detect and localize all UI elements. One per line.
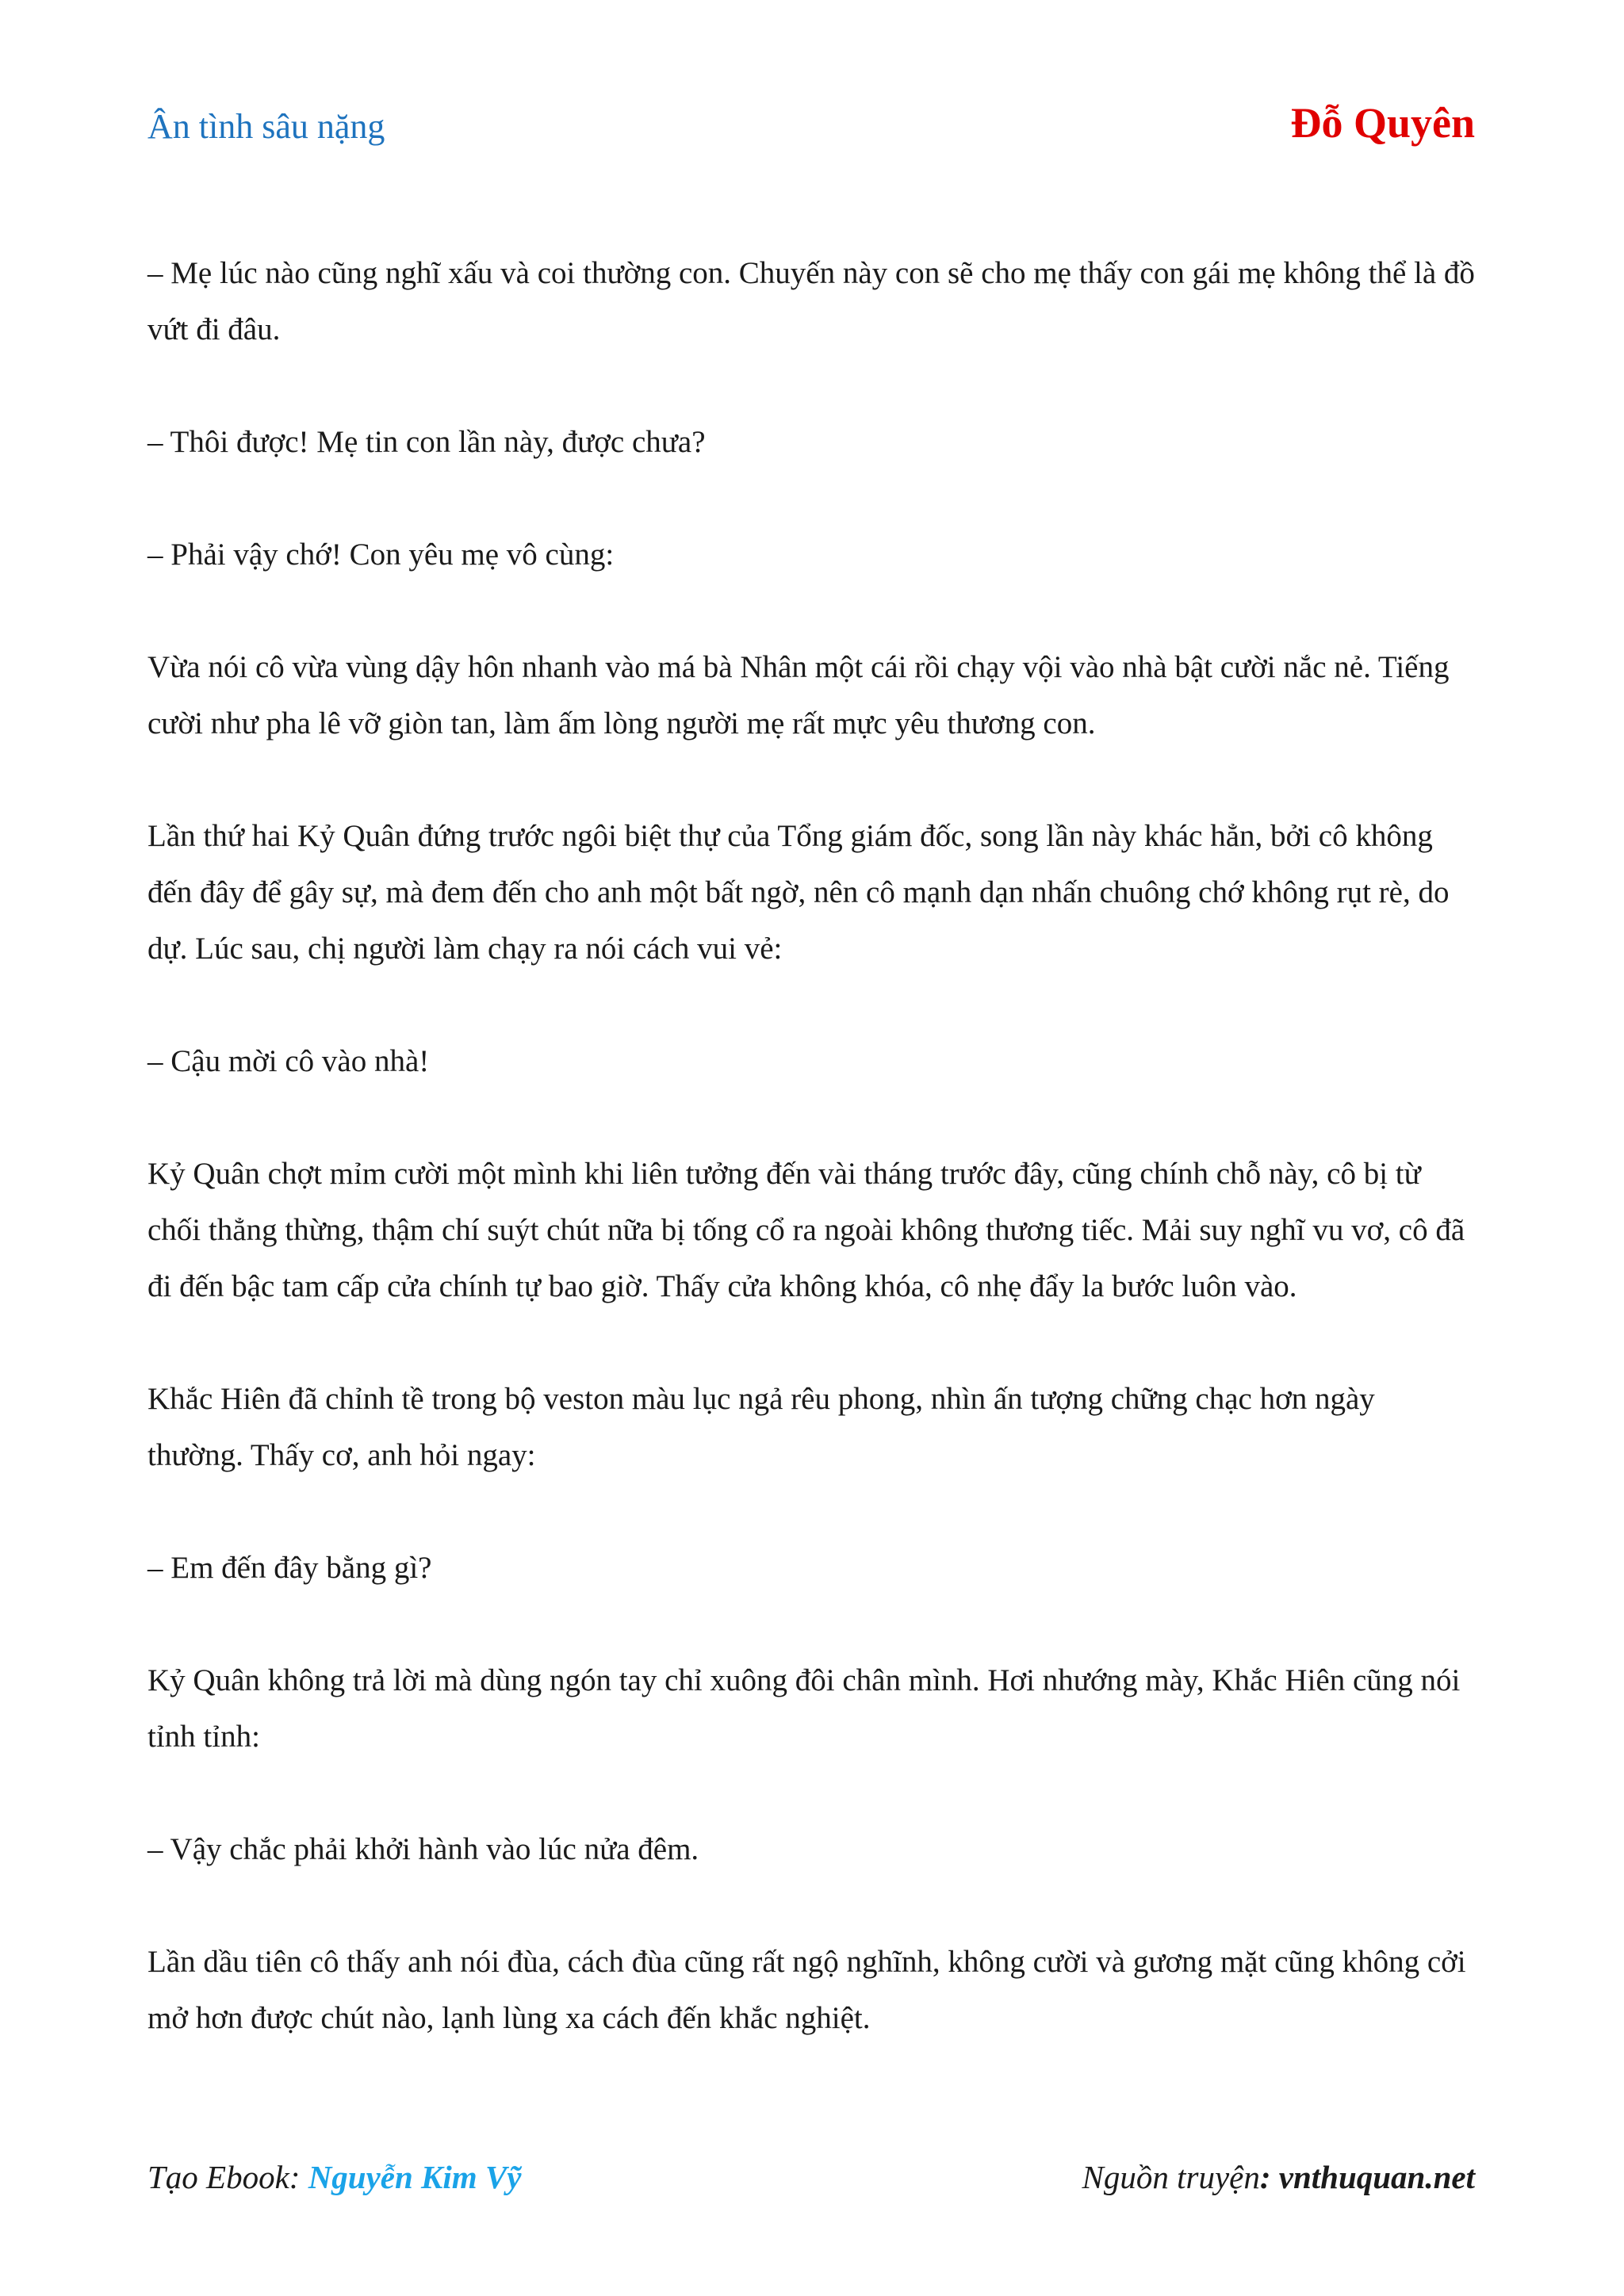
story-content	[147, 245, 1475, 2046]
source-site: vnthuquan.net	[1278, 2159, 1475, 2195]
ebook-credit: Tạo Ebook: Nguyễn Kim Vỹ	[147, 2159, 522, 2195]
ebook-label: Tạo Ebook	[147, 2159, 289, 2195]
paragraph: – Thôi được! Mẹ tin con lần này, được chưa?	[147, 425, 706, 459]
page-header	[147, 98, 1475, 162]
paragraph: – Vậy chắc phải khởi hành vào lúc nửa đêm.	[147, 1832, 699, 1866]
paragraph: Kỷ Quân không trả lời mà dùng ngón tay chỉ xuông đôi chân mình. Hơi nhướng mày, Khắc Hiên cũng nói tỉnh tỉnh:	[147, 1663, 1461, 1754]
paragraph: Vừa nói cô vừa vùng dậy hôn nhanh vào má bà Nhân một cái rồi chạy vội vào nhà bật cười nắc nẻ. Tiếng cười như pha lê vỡ giòn tan, làm ấm lòng người mẹ rất mực yêu thương con.	[147, 650, 1450, 740]
paragraph: – Em đến đây bằng gì?	[147, 1551, 432, 1585]
source-credit: Nguồn truyện: vnthuquan.net	[1082, 2159, 1475, 2195]
paragraph: – Cậu mời cô vào nhà!	[147, 1044, 430, 1078]
paragraph: – Mẹ lúc nào cũng nghĩ xấu và coi thường con. Chuyến này con sẽ cho mẹ thấy con gái mẹ không thể là đồ vứt đi đâu.	[147, 256, 1475, 346]
paragraph: Kỷ Quân chợt mỉm cười một mình khi liên tưởng đến vài tháng trước đây, cũng chính chỗ này, cô bị từ chối thẳng thừng, thậm chí suýt chút nữa bị tống cổ ra ngoài không thương tiếc. Mải suy nghĩ vu vơ, cô đã đi đến bậc tam cấp cửa chính tự bao giờ. Thấy cửa không khóa, cô nhẹ đẩy la bước luôn vào.	[147, 1157, 1465, 1303]
source-label: Nguồn truyện	[1082, 2159, 1260, 2195]
page-footer	[147, 2158, 1475, 2206]
paragraph: Khắc Hiên đã chỉnh tề trong bộ veston màu lục ngả rêu phong, nhìn ấn tượng chững chạc hơn ngày thường. Thấy cơ, anh hỏi ngay:	[147, 1382, 1375, 1472]
paragraph: – Phải vậy chớ! Con yêu mẹ vô cùng:	[147, 538, 615, 572]
book-title: Ân tình sâu nặng	[147, 107, 385, 146]
author-name: Đỗ Quyên	[1290, 99, 1475, 147]
ebook-creator-name: Nguyễn Kim Vỹ	[308, 2159, 522, 2195]
paragraph: Lần dầu tiên cô thấy anh nói đùa, cách đùa cũng rất ngộ nghĩnh, không cười và gương mặt cũng không cởi mở hơn được chút nào, lạnh lùng xa cách đến khắc nghiệt.	[147, 1945, 1466, 2035]
paragraph: Lần thứ hai Kỷ Quân đứng trước ngôi biệt thự của Tổng giám đốc, song lần này khác hẳn, bởi cô không đến đây để gây sự, mà đem đến cho anh một bất ngờ, nên cô mạnh dạn nhấn chuông chớ không rụt rè, do dự. Lúc sau, chị người làm chạy ra nói cách vui vẻ:	[147, 819, 1450, 966]
